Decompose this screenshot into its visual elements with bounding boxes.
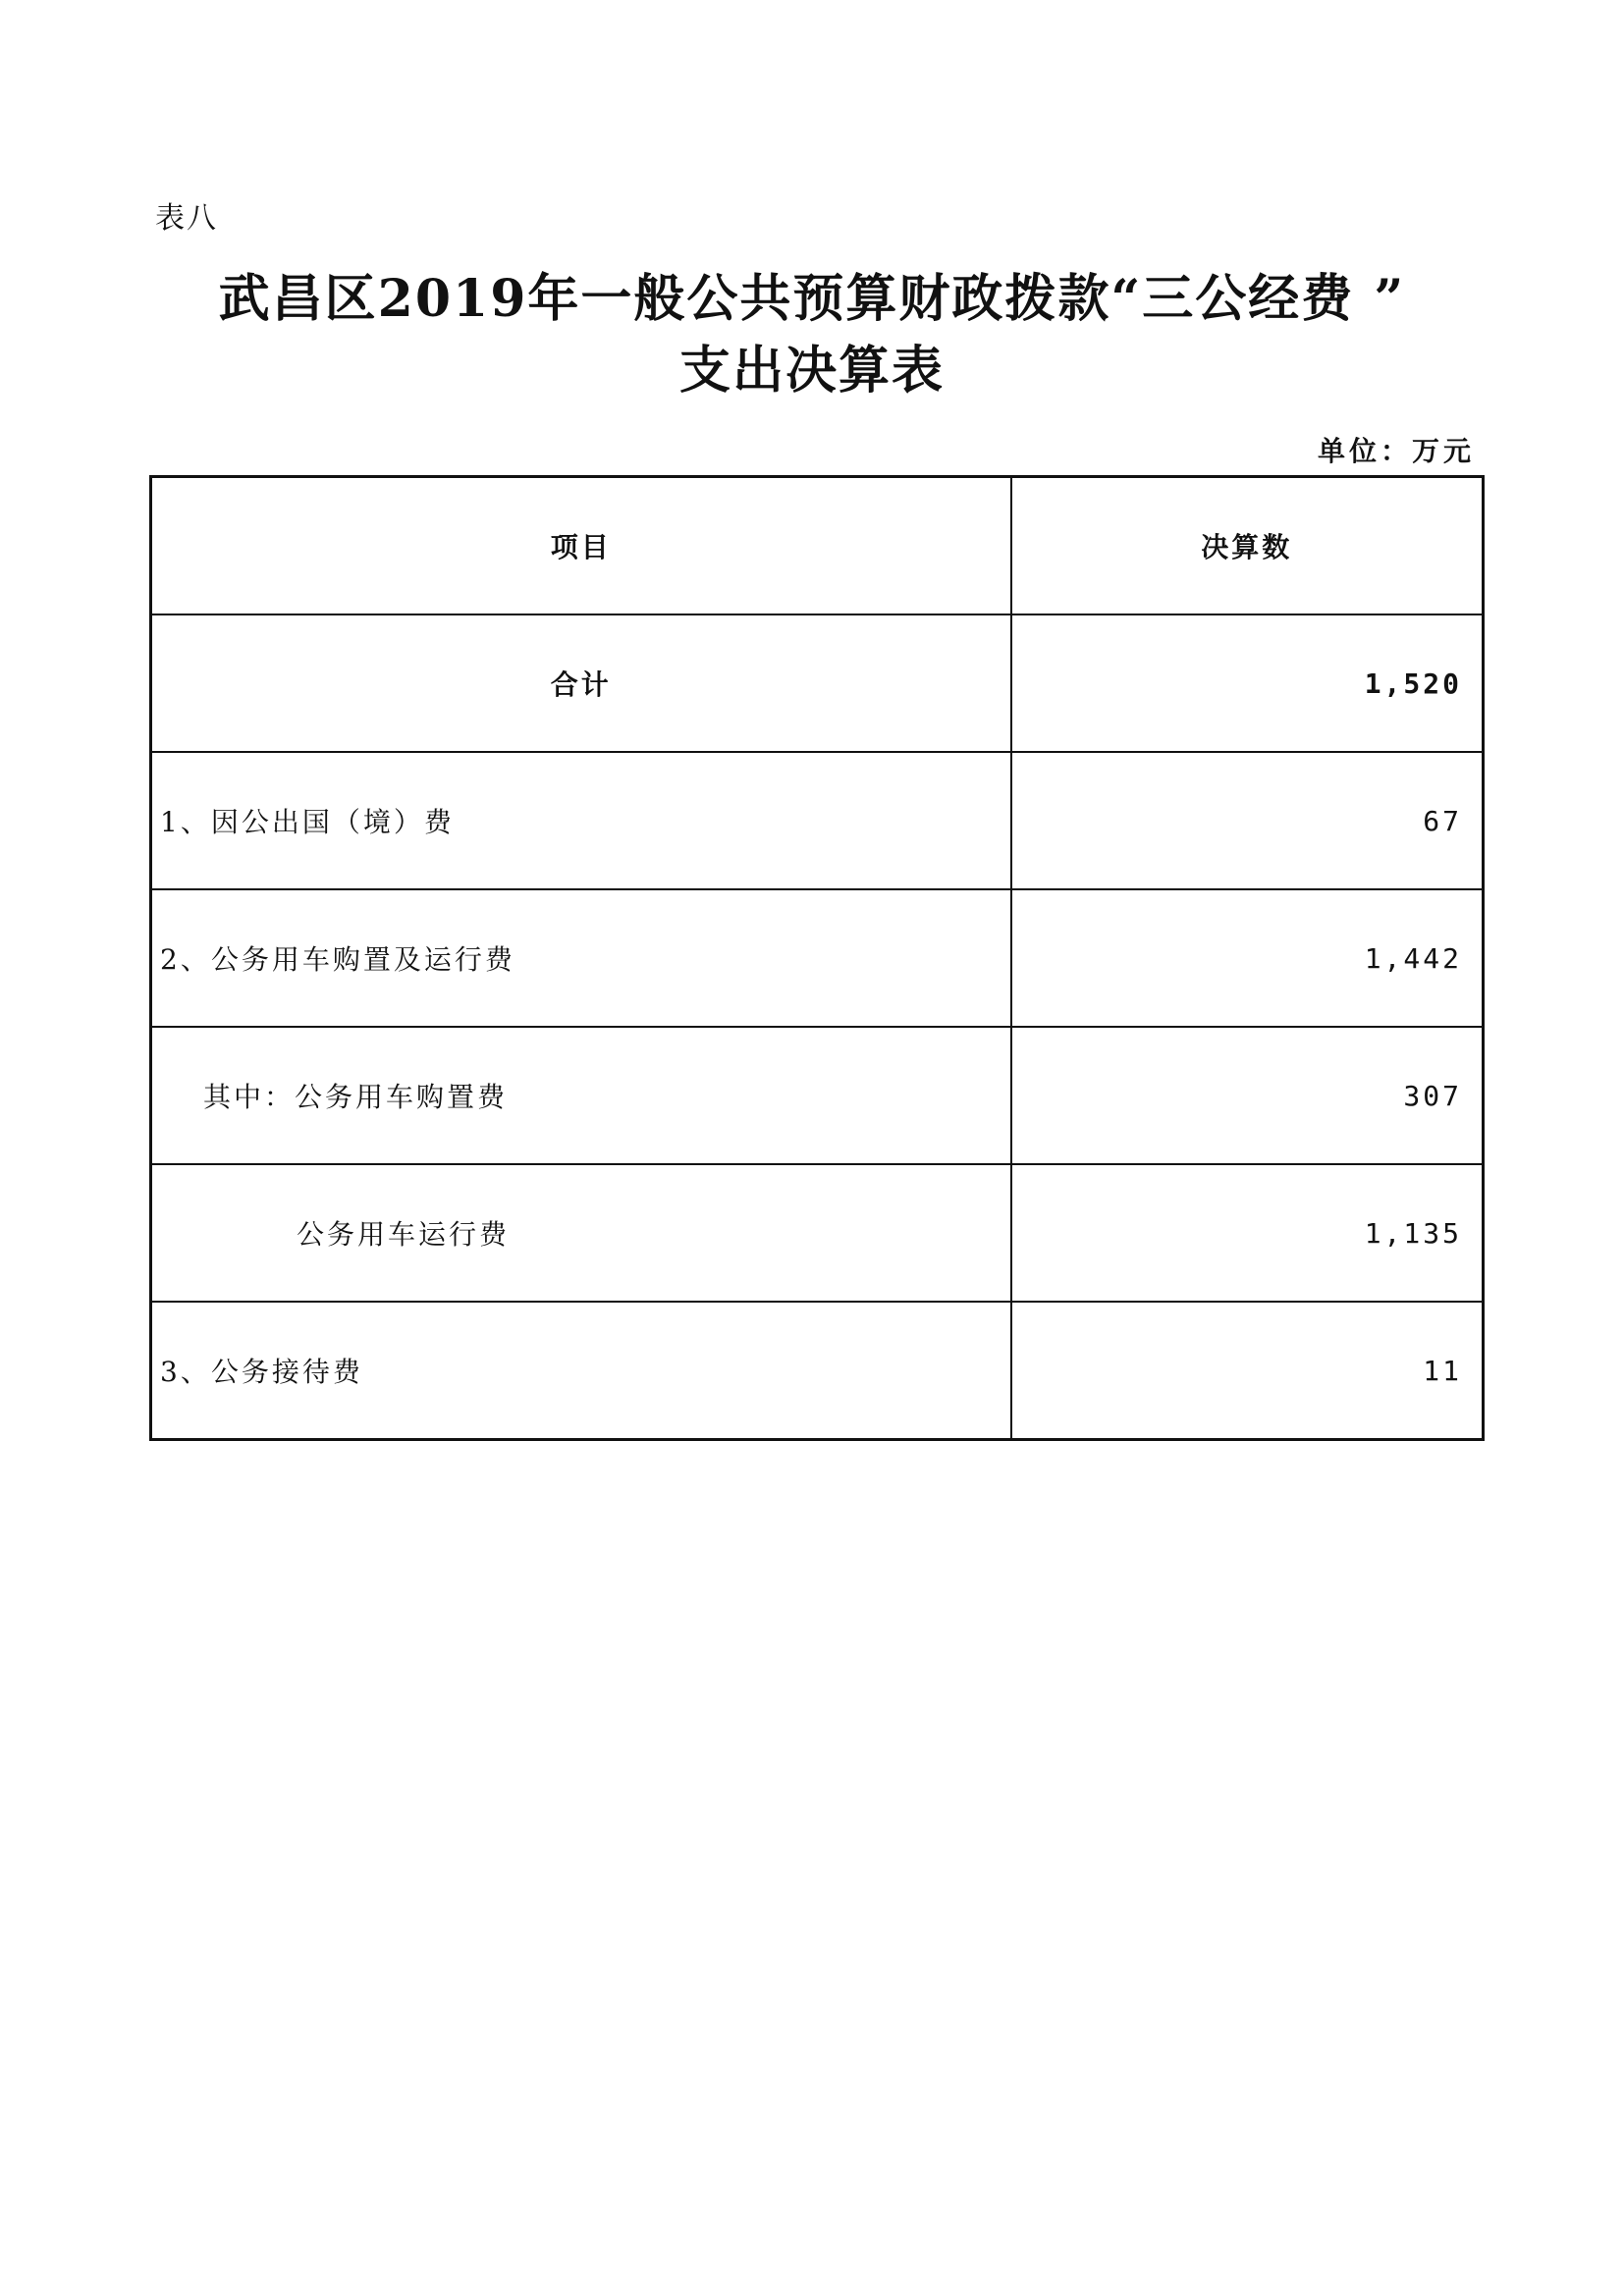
expenditure-table — [149, 475, 1485, 1441]
table-row — [151, 752, 1484, 889]
row-value-vehicle-operation: 1,135 — [1011, 1164, 1484, 1302]
row-value-reception: 11 — [1011, 1302, 1484, 1440]
row-value-overseas-travel: 67 — [1011, 752, 1484, 889]
row-label-reception: 3、公务接待费 — [151, 1302, 1011, 1440]
table-row — [151, 1302, 1484, 1440]
total-row — [151, 614, 1484, 752]
total-label: 合计 — [151, 614, 1011, 752]
table-header-row — [151, 477, 1484, 615]
row-label-overseas-travel: 1、因公出国（境）费 — [151, 752, 1011, 889]
row-value-vehicle-purchase: 307 — [1011, 1027, 1484, 1164]
header-item: 项目 — [151, 477, 1011, 615]
row-label-vehicle-total: 2、公务用车购置及运行费 — [151, 889, 1011, 1027]
page-title-line2: 支出决算表 — [678, 341, 945, 400]
row-label-vehicle-operation: 公务用车运行费 — [151, 1164, 1011, 1302]
table-number-label: 表八 — [155, 201, 218, 236]
row-value-vehicle-total: 1,442 — [1011, 889, 1484, 1027]
table-row — [151, 1164, 1484, 1302]
total-value: 1,520 — [1011, 614, 1484, 752]
page-title-line1: 武昌区2019年一般公共预算财政拨款“三公经费 ” — [218, 269, 1406, 329]
table-row — [151, 889, 1484, 1027]
table-row — [151, 1027, 1484, 1164]
header-value: 决算数 — [1011, 477, 1484, 615]
unit-label: 单位：万元 — [1317, 435, 1475, 467]
row-label-vehicle-purchase: 其中：公务用车购置费 — [151, 1027, 1011, 1164]
